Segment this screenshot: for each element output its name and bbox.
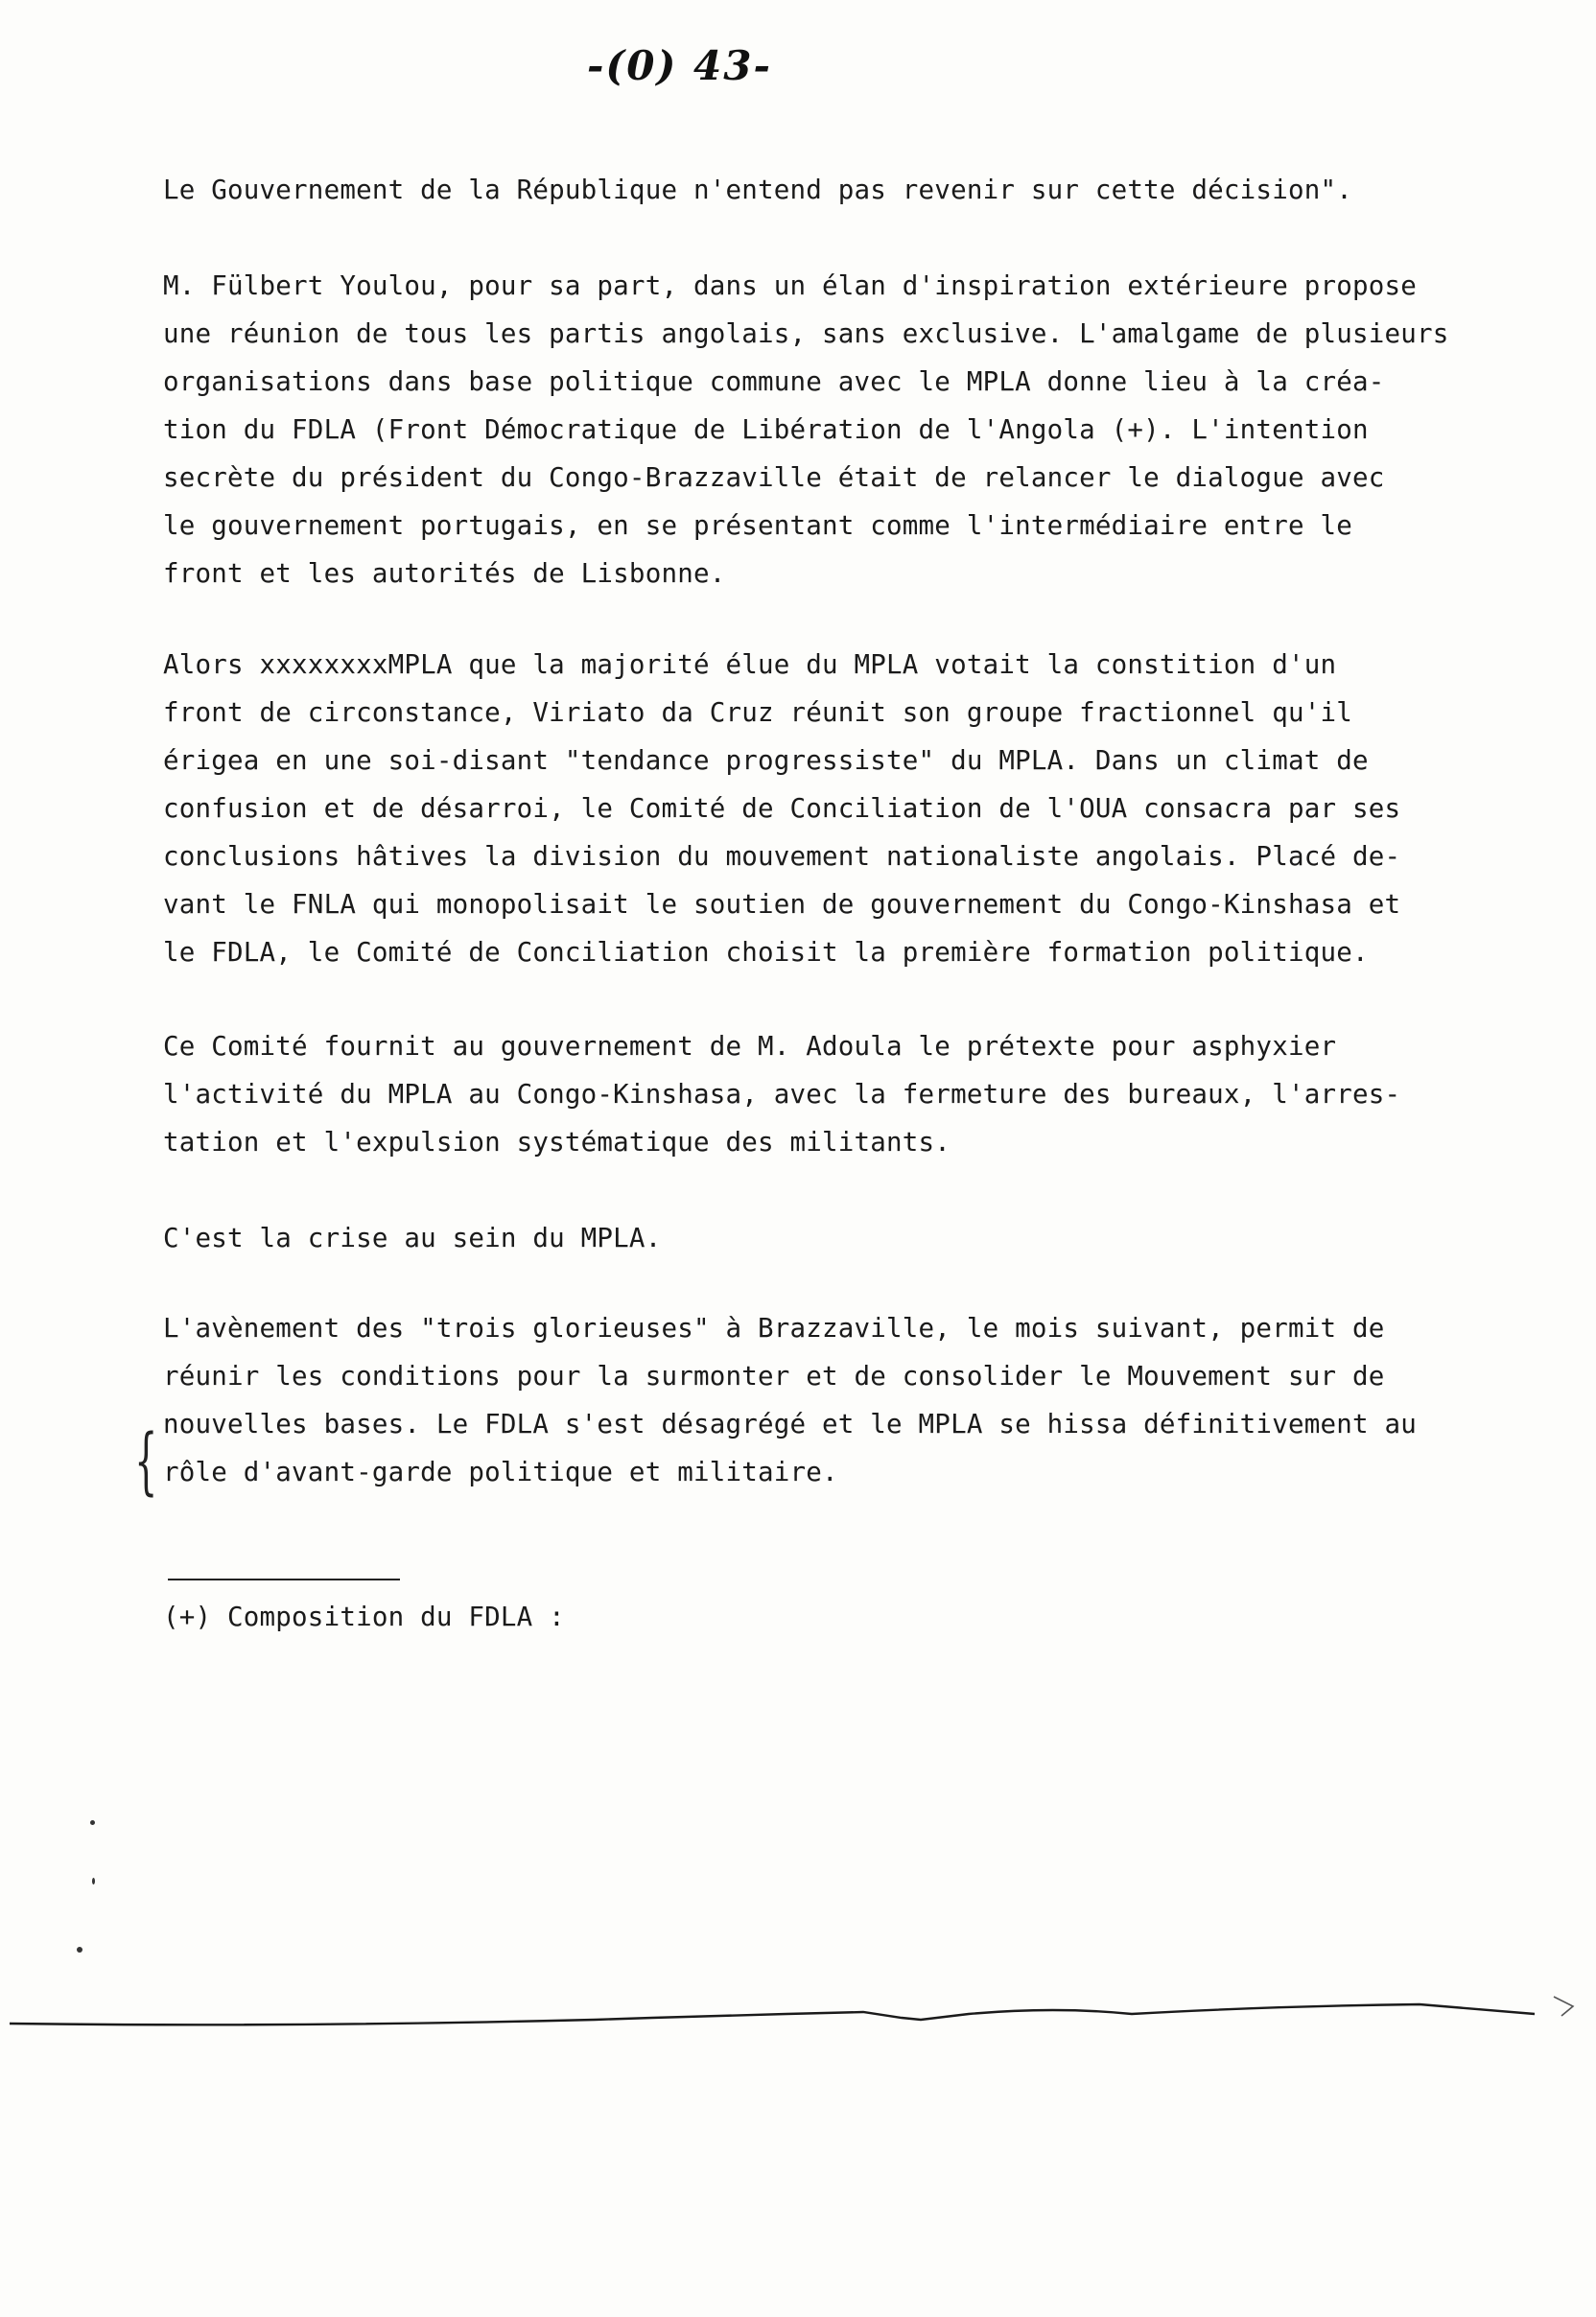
paragraph-4-line-3: tation et l'expulsion systématique des militants. — [163, 1127, 951, 1158]
paragraph-2-line-6: le gouvernement portugais, en se présentant comme l'intermédiaire entre le — [163, 510, 1352, 541]
paragraph-2-line-5: secrète du président du Congo-Brazzaville était de relancer le dialogue avec — [163, 462, 1385, 493]
bottom-scan-line — [0, 1995, 1596, 2033]
paragraph-3-line-5: conclusions hâtives la division du mouvement nationaliste angolais. Placé de- — [163, 841, 1401, 872]
paragraph-3-line-6: vant le FNLA qui monopolisait le soutien de gouvernement du Congo-Kinshasa et — [163, 889, 1401, 920]
paragraph-2-line-2: une réunion de tous les partis angolais, sans exclusive. L'amalgame de plusieurs — [163, 318, 1449, 349]
paragraph-2-line-3: organisations dans base politique commune avec le MPLA donne lieu à la créa- — [163, 366, 1385, 397]
paragraph-6-line-4: rôle d'avant-garde politique et militaire. — [163, 1457, 838, 1487]
scan-speck — [90, 1820, 95, 1825]
paragraph-3-line-7: le FDLA, le Comité de Conciliation choisit la première formation politique. — [163, 937, 1369, 968]
paragraph-6-line-1: L'avènement des "trois glorieuses" à Brazzaville, le mois suivant, permit de — [163, 1313, 1385, 1344]
paragraph-5-line-1: C'est la crise au sein du MPLA. — [163, 1223, 662, 1253]
paragraph-1-line-1: Le Gouvernement de la République n'entend pas revenir sur cette décision". — [163, 175, 1352, 205]
paragraph-3-line-4: confusion et de désarroi, le Comité de Conciliation de l'OUA consacra par ses — [163, 793, 1401, 824]
margin-bracket-mark: { — [134, 1417, 158, 1503]
scan-speck — [92, 1878, 95, 1884]
paragraph-3-line-1: Alors xxxxxxxxMPLA que la majorité élue du MPLA votait la constition d'un — [163, 649, 1337, 680]
paragraph-3-line-2: front de circonstance, Viriato da Cruz réunit son groupe fractionnel qu'il — [163, 697, 1352, 728]
paragraph-4-line-1: Ce Comité fournit au gouvernement de M. Adoula le prétexte pour asphyxier — [163, 1031, 1337, 1062]
paragraph-4-line-2: l'activité du MPLA au Congo-Kinshasa, avec la fermeture des bureaux, l'arres- — [163, 1079, 1401, 1110]
paragraph-2-line-4: tion du FDLA (Front Démocratique de Libération de l'Angola (+). L'intention — [163, 414, 1369, 445]
scan-speck — [77, 1947, 82, 1953]
footnote-divider — [168, 1579, 400, 1580]
paragraph-6-line-3: nouvelles bases. Le FDLA s'est désagrégé et le MPLA se hissa définitivement au — [163, 1409, 1417, 1439]
page-number: -(0) 43- — [587, 42, 772, 89]
paragraph-6-line-2: réunir les conditions pour la surmonter et de consolider le Mouvement sur de — [163, 1361, 1385, 1392]
paragraph-2-line-7: front et les autorités de Lisbonne. — [163, 558, 726, 589]
footnote-text: (+) Composition du FDLA : — [163, 1602, 565, 1632]
paragraph-2-line-1: M. Fülbert Youlou, pour sa part, dans un élan d'inspiration extérieure propose — [163, 270, 1417, 301]
paragraph-3-line-3: érigea en une soi-disant "tendance progressiste" du MPLA. Dans un climat de — [163, 745, 1369, 776]
